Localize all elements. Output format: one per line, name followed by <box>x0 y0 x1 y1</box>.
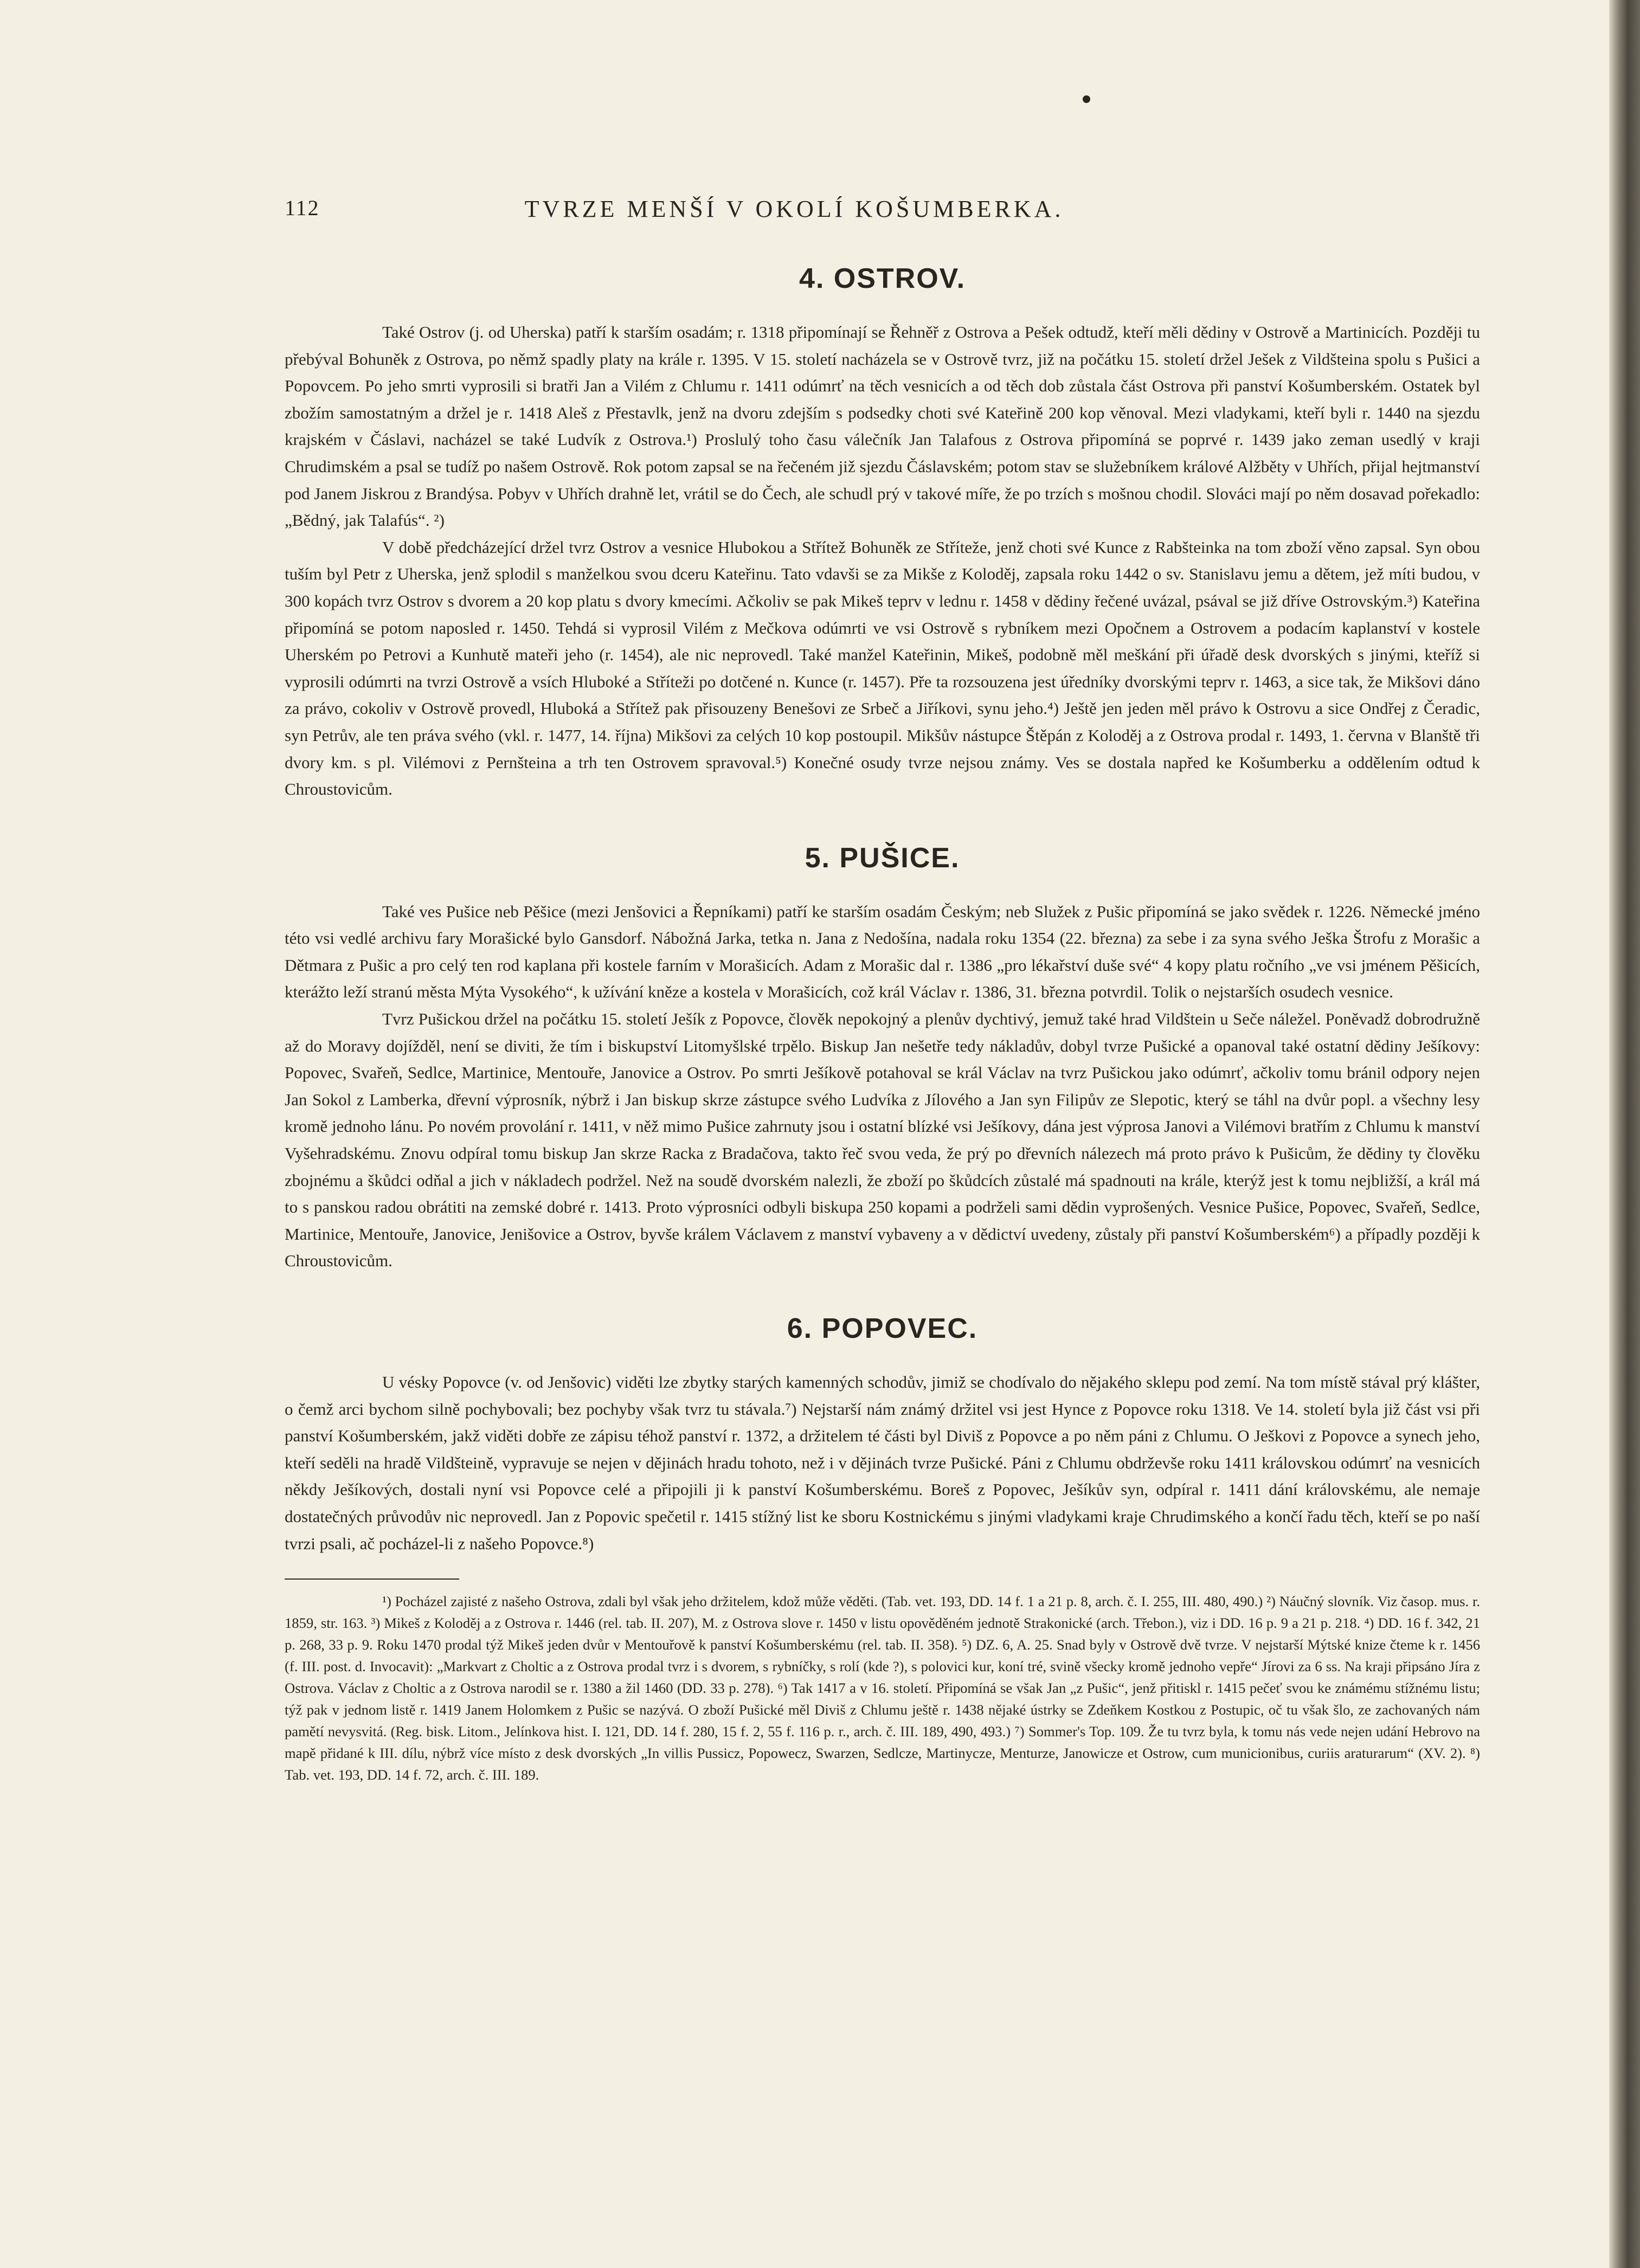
section-heading-ostrov: 4. OSTROV. <box>799 263 966 294</box>
ink-dot <box>1083 95 1090 103</box>
paragraph-pusice-1: Také ves Pušice neb Pěšice (mezi Jenšovici a Řepníkami) patří ke starším osadám Českým; neb Služek z Pušic připomíná se jako svědek r. 1226. Německé jméno této vsi vedlé archivu fary Morašické bylo Gansdorf. Nábožná Jarka, tetka n. Jana z Nedošína, nadala roku 1354 (22. března) za sebe i za syna svého Ješka Štrofu z Morašic a Dětmara z Pušic a pro celý ten rod kaplana při kostele farním v Morašicích. Adam z Morašic dal r. 1386 „pro lékařství duše své“ 4 kopy platu ročního „ve vsi jménem Pěšicích, kterážto leží stranú města Mýta Vysokého“, k užívání kněze a kostela v Morašicích, což král Václav r. 1386, 31. března potvrdil. Tolik o nejstarších osudech vesnice. <box>285 901 1480 1002</box>
paragraph-ostrov-1: Také Ostrov (j. od Uherska) patří k starším osadám; r. 1318 připomínají se Řehněř z Ostrova a Pešek odtudž, kteří měli dědiny v Ostrově a Martinicích. Později tu přebýval Bohuněk z Ostrova, po němž spadly platy na krále r. 1395. V 15. století nacházela se v Ostrově tvrz, již na počátku 15. století držel Ješek z Vildšteina spolu s Pušici a Popovcem. Po jeho smrti vyprosili si bratři Jan a Vilém z Chlumu r. 1411 odúmrť na těch vesnicích a od těch dob zůstala část Ostrova při panství Košumberském. Ostatek byl zbožím samostatným a držel je r. 1418 Aleš z Přestavlk, jenž na dvoru zdejším s podsedky choti své Kateřině 200 kop věnoval. Mezi vladykami, kteří byli r. 1440 na sjezdu krajském v Čáslavi, nacházel se také Ludvík z Ostrova.¹) Proslulý toho času válečník Jan Talafous z Ostrova připomíná se poprvé r. 1439 jako zeman usedlý v kraji Chrudimském a psal se tudíž po našem Ostrově. Rok potom zapsal se na řečeném již sjezdu Čáslavském; potom stav se služebníkem králové Alžběty v Uhřích, přijal hejtmanství pod Janem Jiskrou z Brandýsa. Pobyv v Uhřích drahně let, vrátil se do Čech, ale schudl prý v takové míře, že po trzích s mošnou chodil. Slováci mají po něm dosavad pořekadlo: „Bědný, jak Talafús“. ²) <box>285 323 1480 530</box>
footnotes: ¹) Pocházel zajisté z našeho Ostrova, zdali byl však jeho držitelem, kdož může věděti. (Tab. vet. 193, DD. 14 f. 1 a 21 p. 8, arch. č. I. 255, III. 480, 490.) ²) Náučný slovník. Viz časop. mus. r. 1859, str. 163. ³) Mikeš z Koloděj a z Ostrova r. 1446 (rel. tab. II. 207), M. z Ostrova slove r. 1450 v listu opověděném jednotě Strakonické (arch. Třebon.), viz i DD. 16 p. 9 a 21 p. 218. ⁴) DD. 16 f. 342, 21 p. 268, 33 p. 9. Roku 1470 prodal týž Mikeš jeden dvůr v Mentouřově k panství Košumberskému (rel. tab. II. 358). ⁵) DZ. 6, A. 25. Snad byly v Ostrově dvě tvrze. V nejstarší Mýtské knize čteme k r. 1456 (f. III. post. d. Invocavit): „Markvart z Choltic a z Ostrova prodal tvrz i s dvorem, s rybníčky, s rolí (kde ?), s polovici kur, koní tré, svině všecky kromě jednoho vepře“ Jírovi za 6 ss. Na kraji připsáno Jíra z Ostrova. Václav z Choltic a z Ostrova narodil se r. 1380 a žil 1460 (DD. 33 p. 278). ⁶) Tak 1417 a v 16. století. Připomíná se však Jan „z Pušic“, jenž přitiskl r. 1415 pečeť svou ke známému stížnému listu; týž pak v jednom listě r. 1419 Janem Holomkem z Pušic se nazývá. O zboží Pušické měl Diviš z Chlumu ještě r. 1438 nějaké ústrky se Zdeňkem Kostkou z Postupic, oč tu však šlo, ze zachovaných nám pamětí nevysvitá. (Reg. bisk. Litom., Jelínkova hist. I. 121, DD. 14 f. 280, 15 f. 2, 55 f. 116 p. r., arch. č. III. 189, 490, 493.) ⁷) Sommer's Top. 109. Že tu tvrz byla, k tomu nás vede nejen udání Hebrovo na mapě přidané k III. dílu, nýbrž více místo z desk dvorských „In villis Pussicz, Popowecz, Swarzen, Sedlcze, Martinycze, Menturze, Janowicze et Ostrow, cum municionibus, curiis araturarum“ (XV. 2). ⁸) Tab. vet. 193, DD. 14 f. 72, arch. č. III. 189. <box>285 1593 1480 1783</box>
section-heading-popovec: 6. POPOVEC. <box>787 1313 978 1344</box>
footnote-rule <box>285 1578 459 1580</box>
book-spine-edge <box>1609 0 1640 2268</box>
page-header <box>285 195 1304 233</box>
section-heading-pusice: 5. PUŠICE. <box>805 842 960 874</box>
paragraph-ostrov-2: V době předcházející držel tvrz Ostrov a vesnice Hlubokou a Střítež Bohuněk ze Stříteže, jenž choti své Kunce z Rabšteinka na tom zboží věno zapsal. Syn obou tuším byl Petr z Uherska, jenž splodil s manželkou svou dceru Kateřinu. Tato vdavši se za Mikše z Koloděj, zapsala roku 1442 o sv. Stanislavu jemu a dětem, jež míti budou, v 300 kopách tvrz Ostrov s dvorem a 20 kop platu s dvory kmecími. Ačkoliv se pak Mikeš teprv v lednu r. 1458 v dědiny řečené uvázal, psával se již dříve Ostrovským.³) Kateřina připomíná se potom naposled r. 1450. Tehdá si vyprosil Vilém z Mečkova odúmrti ve vsi Ostrově s rybníkem mezi Opočnem a Ostrovem a podacím kaplanství v kostele Uherském po Petrovi a Kunhutě mateři jeho (r. 1454), ale nic neprovedl. Také manžel Kateřinin, Mikeš, podobně měl meškání při úřadě desk dvorských s jinými, kteříž si vyprosili odúmrti na tvrzi Ostrově a vsích Hluboké a Stříteži po dotčené n. Kunce (r. 1457). Pře ta rozsouzena jest úředníky dvorskými teprv r. 1463, a sice tak, že Mikšovi dáno za právo, cokoliv v Ostrově provedl, Hluboká a Střítež pak přisouzeny Benešovi ze Srbeč a Jiříkovi, synu jeho.⁴) Ještě jen jeden měl právo k Ostrovu a sice Ondřej z Čeradic, syn Petrův, ale ten práva svého (vkl. r. 1477, 14. října) Mikšovi za celých 10 kop postoupil. Mikšův nástupce Štěpán z Koloděj a z Ostrova prodal r. 1493, 1. června v Blanště tři dvory km. s pl. Vilémovi z Pernšteina a trh ten Ostrovem spravoval.⁵) Konečné osudy tvrze nejsou známy. Ves se dostala napřed ke Košumberku a oddělením odtud k Chroustovicům. <box>285 537 1480 799</box>
page-content <box>285 255 1480 1786</box>
page-number: 112 <box>285 196 320 220</box>
paragraph-pusice-2: Tvrz Pušickou držel na počátku 15. století Ješík z Popovce, člověk nepokojný a plenův dychtivý, jemuž také hrad Vildštein u Seče náležel. Poněvadž dobrodružně až do Moravy dojížděl, není se diviti, že tím i biskupství Litomyšlské trpělo. Biskup Jan nešetře tedy nákladův, dobyl tvrze Pušické a opanoval také ostatní dědiny Ješíkovy: Popovec, Svařeň, Sedlce, Martinice, Mentouře, Janovice a Ostrov. Po smrti Ješíkově potahoval se král Václav na tvrz Pušickou jako odúmrť, ačkoliv tomu bránil odpory nejen Jan Sokol z Lamberka, dřevní výprosník, nýbrž i Jan biskup skrze zástupce svého Ludvíka z Jílového a Jan syn Filipův ze Slepotic, který se táhl na dvůr popl. a všechny lesy kromě jednoho lánu. Po novém provolání r. 1411, v něž mimo Pušice zahrnuty jsou i ostatní blízké vsi Ješíkovy, dána jest výprosa Janovi a Vilémovi bratřím z Chlumu k manství Vyšehradskému. Znovu odpíral tomu biskup Jan skrze Racka z Bradačova, takto řeč svou veda, že prý po dřevních nálezech má proto právo k Pušicům, že dědiny ty člověku zbojnému a škůdci odňal a jich v nákladech podržel. Než na soudě dvorském nalezli, že zboží po škůdcích zůstalé má spadnouti na krále, kterýž jest k tomu nejbližší, a král má to s panskou radou obrátiti na zemské dobré r. 1413. Proto výprosníci odbyli biskupa 250 kopami a podrželi sami dědin vyprošených. Vesnice Pušice, Popovec, Svařeň, Sedlce, Martinice, Mentouře, Janovice, Jenišovice a Ostrov, byvše králem Václavem z manství vybaveny a v dědictví uvedeny, zůstaly při panství Košumberském⁶) a případly později k Chroustovicům. <box>285 1009 1480 1271</box>
running-title: TVRZE MENŠÍ V OKOLÍ KOŠUMBERKA. <box>524 196 1064 222</box>
paragraph-popovec-1: U vésky Popovce (v. od Jenšovic) viděti lze zbytky starých kamenných schodův, jimiž se chodívalo do nějakého sklepu pod zemí. Na tom místě stával prý klášter, o čemž arci bychom silně pochybovali; bez pochyby však tvrz tu stávala.⁷) Nejstarší nám známý držitel vsi jest Hynce z Popovce roku 1318. Ve 14. století byla již část vsi při panství Košumberském, jakž viděti dobře ze zápisu téhož panství r. 1372, a držitelem té části byl Diviš z Popovce a po něm páni z Chlumu. O Ješkovi z Popovce a synech jeho, kteří seděli na hradě Vildšteině, vypravuje se nejen v dějinách hradu tohoto, než i v dějinách tvrze Pušické. Páni z Chlumu obdrževše roku 1411 královskou odúmrť na vesnicích někdy Ješíkových, dostali nyní vsi Popovce celé a připojili ji k panství Košumberskému. Boreš z Popovec, Ješíkův syn, odpíral r. 1411 dání královskému, ale nemaje dostatečných průvodův nic neprovedl. Jan z Popovic spečetil r. 1415 stížný list ke sboru Kostnickému s jinými vladykami kraje Chrudimského a končí řadu těch, kteří se po naší tvrzi psali, ač pocházel-li z našeho Popovce.⁸) <box>285 1373 1480 1553</box>
